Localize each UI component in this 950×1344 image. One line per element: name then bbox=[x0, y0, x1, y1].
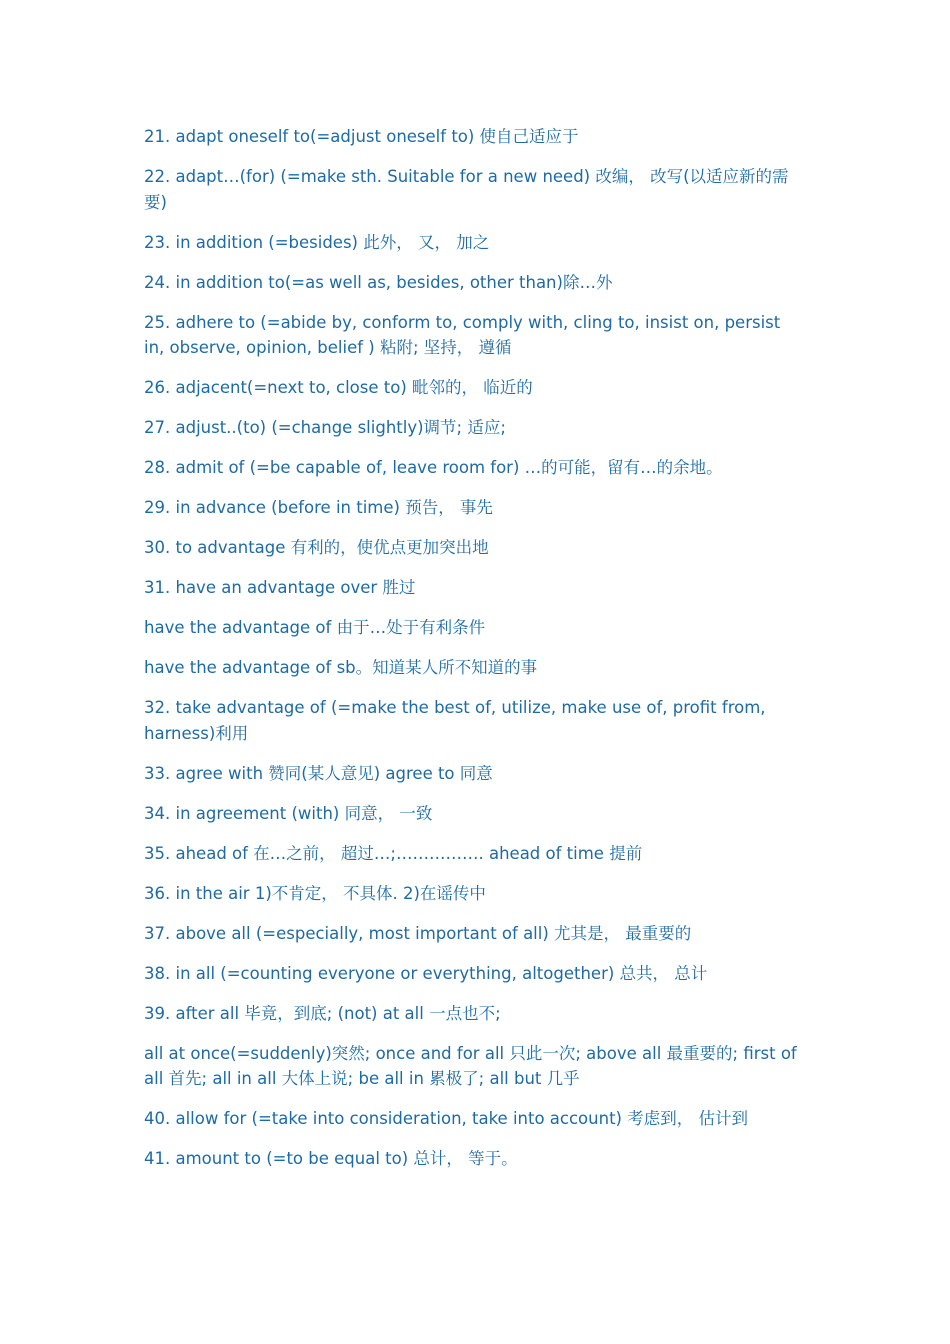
list-item: 27. adjust..(to) (=change slightly)调节; 适应; bbox=[144, 418, 506, 437]
vocabulary-list bbox=[144, 124, 804, 1186]
list-item: 24. in addition to(=as well as, besides, other than)除…外 bbox=[144, 272, 613, 292]
list-item: have the advantage of sb。知道某人所不知道的事 bbox=[144, 658, 538, 677]
list-item: 21. adapt oneself to(=adjust oneself to) 使自己适应于 bbox=[144, 127, 579, 146]
list-item: 31. have an advantage over 胜过 bbox=[144, 578, 416, 597]
list-item: have the advantage of 由于…处于有利条件 bbox=[144, 618, 486, 637]
list-item: 34. in agreement (with) 同意， 一致 bbox=[144, 803, 433, 823]
list-item: 23. in addition (=besides) 此外， 又， 加之 bbox=[144, 232, 490, 252]
list-item: 33. agree with 赞同(某人意见) agree to 同意 bbox=[144, 763, 493, 783]
list-item: 22. adapt…(for) (=make sth. Suitable for a new need) 改编， 改写(以适应新的需要) bbox=[144, 167, 789, 212]
list-item: 35. ahead of 在…之前， 超过…;……………. ahead of time 提前 bbox=[144, 843, 643, 863]
list-item: 41. amount to (=to be equal to) 总计， 等于。 bbox=[144, 1149, 518, 1168]
list-item: 30. to advantage 有利的，使优点更加突出地 bbox=[144, 538, 489, 557]
list-item: all at once(=suddenly)突然; once and for all 只此一次; above all 最重要的; first of all 首先; all in all 大体上说; be all in 累极了; all but 几乎 bbox=[144, 1043, 797, 1088]
list-item: 38. in all (=counting everyone or everything, altogether) 总共， 总计 bbox=[144, 963, 708, 983]
list-item: 25. adhere to (=abide by, conform to, comply with, cling to, insist on, persist in, observe, opinion, belief ) 粘附; 坚持， 遵循 bbox=[144, 312, 781, 357]
list-item: 32. take advantage of (=make the best of, utilize, make use of, profit from, harness)利用 bbox=[144, 698, 766, 743]
list-item: 39. after all 毕竟，到底; (not) at all 一点也不; bbox=[144, 1003, 501, 1023]
list-item: 29. in advance (before in time) 预告， 事先 bbox=[144, 498, 493, 517]
list-item: 40. allow for (=take into consideration, take into account) 考虑到， 估计到 bbox=[144, 1109, 748, 1128]
list-item: 37. above all (=especially, most important of all) 尤其是， 最重要的 bbox=[144, 923, 692, 943]
list-item: 36. in the air 1)不肯定， 不具体. 2)在谣传中 bbox=[144, 883, 486, 903]
list-item: 26. adjacent(=next to, close to) 毗邻的， 临近的 bbox=[144, 378, 533, 397]
list-item: 28. admit of (=be capable of, leave room for) …的可能，留有…的余地。 bbox=[144, 458, 723, 477]
